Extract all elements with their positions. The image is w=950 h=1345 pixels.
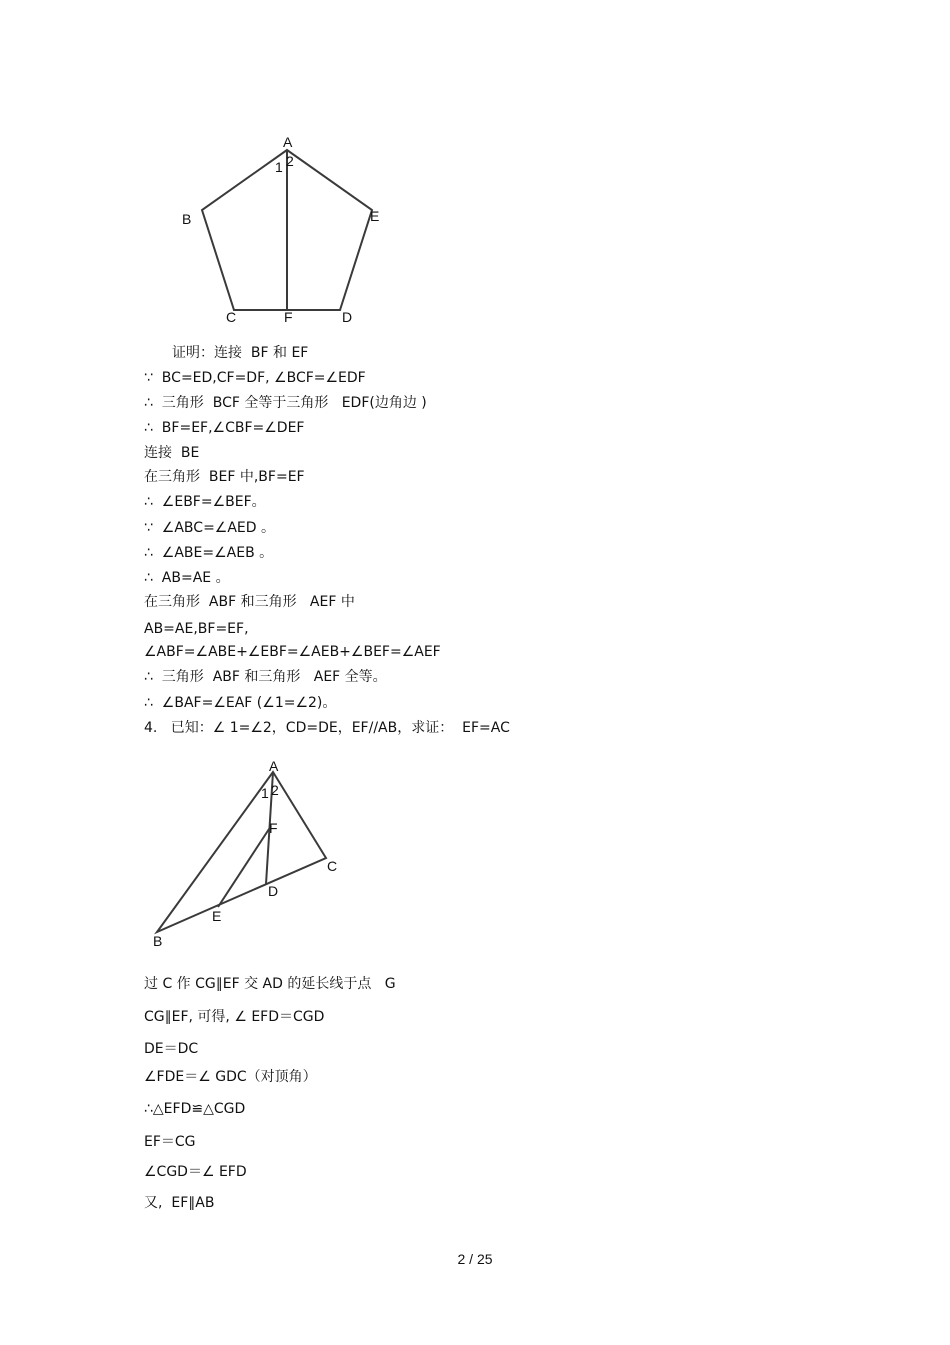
proof2-line-1: 过 C 作 CG∥EF 交 AD 的延长线于点 G (144, 976, 396, 992)
label-angle-2: 2 (271, 782, 279, 798)
label-b: B (182, 211, 192, 227)
proof2-line-5: ∴△EFD≌△CGD (144, 1101, 246, 1117)
proof1-line-10: ∴ AB=AE 。 (144, 570, 230, 586)
pentagon-figure (170, 128, 390, 328)
label-b: B (153, 933, 163, 949)
label-e: E (212, 908, 222, 924)
label-a: A (283, 134, 293, 150)
label-e: E (370, 208, 380, 224)
triangle-figure (140, 752, 350, 952)
proof2-line-8: 又, EF∥AB (144, 1195, 215, 1211)
label-c: C (327, 858, 338, 874)
proof2-line-2: CG∥EF, 可得, ∠ EFD＝CGD (144, 1009, 325, 1025)
label-angle-2: 2 (286, 153, 294, 169)
proof1-line-14: ∴ 三角形 ABF 和三角形 AEF 全等。 (144, 669, 387, 685)
proof2-line-4: ∠FDE＝∠ GDC（对顶角） (144, 1069, 317, 1085)
label-angle-1: 1 (275, 159, 283, 175)
proof1-line-3: ∴ 三角形 BCF 全等于三角形 EDF(边角边 ) (144, 395, 427, 411)
label-c: C (226, 309, 237, 325)
proof1-line-2: ∵ BC=ED,CF=DF, ∠BCF=∠EDF (144, 370, 366, 386)
proof1-line-1: 证明：连接 BF 和 EF (172, 345, 309, 361)
proof1-line-6: 在三角形 BEF 中,BF=EF (144, 469, 305, 485)
triangle-abc-outline (157, 772, 326, 932)
label-d: D (342, 309, 353, 325)
proof1-line-5: 连接 BE (144, 445, 200, 461)
proof1-line-7: ∴ ∠EBF=∠BEF。 (144, 494, 266, 510)
label-angle-1: 1 (261, 785, 269, 801)
label-d: D (268, 883, 279, 899)
proof1-line-4: ∴ BF=EF,∠CBF=∠DEF (144, 420, 305, 436)
proof1-line-15: ∴ ∠BAF=∠EAF (∠1=∠2)。 (144, 695, 337, 711)
proof1-line-11: 在三角形 ABF 和三角形 AEF 中 (144, 594, 355, 610)
label-f: F (284, 309, 293, 325)
label-a: A (269, 758, 279, 774)
problem-4-statement: 4. 已知：∠ 1=∠2，CD=DE，EF//AB，求证： EF=AC (144, 720, 510, 736)
proof1-line-8: ∵ ∠ABC=∠AED 。 (144, 520, 276, 536)
proof1-line-13: ∠ABF=∠ABE+∠EBF=∠AEB+∠BEF=∠AEF (144, 644, 441, 660)
proof2-line-6: EF＝CG (144, 1134, 196, 1150)
label-f: F (269, 820, 278, 836)
page-number: 2 / 25 (457, 1251, 493, 1267)
proof1-line-9: ∴ ∠ABE=∠AEB 。 (144, 545, 274, 561)
proof2-line-7: ∠CGD＝∠ EFD (144, 1164, 247, 1180)
proof1-line-12: AB=AE,BF=EF, (144, 621, 249, 637)
proof2-line-3: DE＝DC (144, 1041, 199, 1057)
